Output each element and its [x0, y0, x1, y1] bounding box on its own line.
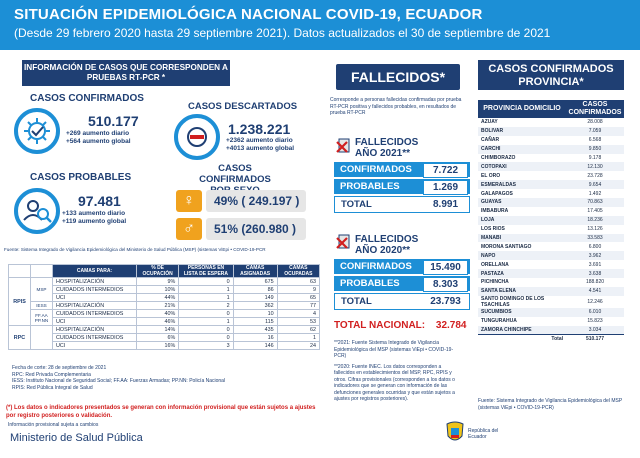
- col-header: CASOS CONFIRMADOS: [566, 100, 624, 118]
- table-row: [478, 207, 624, 216]
- page-title: SITUACIÓN EPIDEMIOLÓGICA NACIONAL COVID-19, ECUADOR: [14, 6, 483, 23]
- province-name: TUNGURAHUA: [478, 317, 566, 326]
- province-cases: 6.010: [566, 308, 624, 317]
- table-row: UCI 44% 1 149 65: [9, 294, 320, 302]
- coat-of-arms-icon: [444, 420, 466, 446]
- by-sex-label: CASOS CONFIRMADOS: [199, 163, 271, 185]
- table-row: [478, 287, 624, 296]
- province-name: CHIMBORAZO: [478, 154, 566, 163]
- table-row: UCI 46% 1 115 53: [9, 318, 320, 326]
- province-title: CASOS CONFIRMADOS PROVINCIA*: [478, 60, 624, 90]
- sub-group-label: FF.AA PP.NN: [31, 310, 53, 326]
- province-cases: 33.583: [566, 234, 624, 243]
- logo-text: República del Ecuador: [468, 428, 499, 440]
- table-row: [478, 180, 624, 189]
- hospital-beds-table: [8, 264, 320, 350]
- province-cases: 188.820: [566, 278, 624, 287]
- deaths-notes: **2021: Fuente Sistema Integrado de Vigilancia Epidemiológica del MSP (sistemas ViEpi • COVID-19-PCR) **2020: Fuente INEC. Los datos corresponden a fallecidos en establecimientos del MSP, RPC, RPIS y otros. Cifras provisionales (corresponden a los datos o indicadores que se generan con información de las defunciones generales ocurridas y que están sujetos a ajustes por registros posteriores).: [334, 340, 455, 402]
- table-row: UCI 16% 3 146 24: [9, 342, 320, 350]
- table-row: [478, 296, 624, 308]
- table-row: [478, 317, 624, 326]
- table-row: [478, 118, 624, 127]
- province-cases: 70.863: [566, 198, 624, 207]
- sub-group-label: [31, 326, 53, 350]
- deaths-2020-title: FALLECIDOS AÑO 2020**: [355, 234, 419, 256]
- deaths-2021-confirmed-value: 7.722: [423, 163, 468, 178]
- probable-value: 97.481: [78, 193, 121, 209]
- probable-global: +119 aumento global: [62, 218, 127, 225]
- col-header: CAMAS PARA:: [53, 265, 137, 278]
- province-name: MORONA SANTIAGO: [478, 242, 566, 251]
- province-name: PICHINCHA: [478, 278, 566, 287]
- table-row: [478, 162, 624, 171]
- provisional-subnote: Información provisional sujeta a cambios: [8, 422, 99, 428]
- province-cases: 12.130: [566, 162, 624, 171]
- table-row: CUIDADOS INTERMEDIOS 10% 1 86 9: [9, 286, 320, 294]
- male-icon: ♂: [176, 218, 202, 240]
- province-cases: 9.178: [566, 154, 624, 163]
- col-header: PROVINCIA DOMICILIO: [478, 100, 566, 118]
- col-header: % DE OCUPACIÓN: [137, 265, 179, 278]
- province-cases: 12.246: [566, 296, 624, 308]
- deaths-2020-probable-value: 8.303: [423, 277, 468, 292]
- province-cases: 9.850: [566, 145, 624, 154]
- table-row: [478, 242, 624, 251]
- deaths-2021-total-label: TOTAL: [334, 196, 470, 213]
- female-icon: ♀: [176, 190, 202, 212]
- deaths-description: Corresponde a personas fallecidas confirmadas por prueba RT-PCR positiva y fallecidos probables, en resultados de prueba RT-PCR: [330, 97, 462, 116]
- table-row: [478, 198, 624, 207]
- table-row: [478, 171, 624, 180]
- table-row: [478, 189, 624, 198]
- table-row: [478, 308, 624, 317]
- national-total: TOTAL NACIONAL: 32.784: [334, 320, 467, 331]
- discarded-icon: [174, 114, 220, 160]
- province-cases: 28.008: [566, 118, 624, 127]
- discarded-global: +4013 aumento global: [226, 145, 295, 152]
- province-name: PASTAZA: [478, 269, 566, 278]
- province-name: CAÑAR: [478, 136, 566, 145]
- province-name: LOJA: [478, 216, 566, 225]
- deaths-2021-confirmed-label: CONFIRMADOS: [334, 162, 470, 177]
- province-name: EL ORO: [478, 171, 566, 180]
- province-cases: 3.691: [566, 260, 624, 269]
- province-name: BOLIVAR: [478, 127, 566, 136]
- table-row: [478, 326, 624, 335]
- table-row: [478, 278, 624, 287]
- province-source: Fuente: Sistema Integrado de Vigilancia Epidemiológica del MSP (sistemas ViEpi • COVID-19-PCR): [478, 398, 623, 411]
- province-cases: 17.405: [566, 207, 624, 216]
- table-row: FF.AA PP.NN CUIDADOS INTERMEDIOS 40% 0 10 4: [9, 310, 320, 318]
- col-header: CAMAS ASIGNADAS: [233, 265, 277, 278]
- deaths-2021-title: FALLECIDOS AÑO 2021**: [355, 137, 419, 159]
- group-label: RPC: [9, 326, 31, 350]
- cases-source: Fuente: Sistema Integrado de Vigilancia Epidemiológica del Ministerio de Salud Pública (MSP) (sistemas ViEpi • COVID-19-PCR: [4, 247, 266, 252]
- province-name: AZUAY: [478, 118, 566, 127]
- cases-section-header: INFORMACIÓN DE CASOS QUE CORRESPONDEN A PRUEBAS RT-PCR *: [22, 60, 230, 86]
- province-cases: 6.568: [566, 136, 624, 145]
- discarded-daily: +2362 aumento diario: [226, 137, 293, 144]
- province-cases: 6.800: [566, 242, 624, 251]
- province-name: MANABI: [478, 234, 566, 243]
- discarded-value: 1.238.221: [228, 121, 291, 137]
- table-row: CUIDADOS INTERMEDIOS 6% 0 16 1: [9, 334, 320, 342]
- table-total-row: [478, 334, 624, 343]
- province-cases: 13.126: [566, 225, 624, 234]
- province-name: IMBABURA: [478, 207, 566, 216]
- province-name: COTOPAXI: [478, 162, 566, 171]
- deaths-2020-confirmed-value: 15.490: [423, 260, 468, 275]
- probable-icon: [14, 188, 60, 234]
- sub-group-label: IESS: [31, 302, 53, 310]
- group-label: RPIS: [9, 278, 31, 326]
- province-name: ZAMORA CHINCHIPE: [478, 326, 566, 335]
- table-row: RPIS MSP HOSPITALIZACIÓN 9% 0 675 63: [9, 278, 320, 286]
- province-name: NAPO: [478, 251, 566, 260]
- table-row: [478, 234, 624, 243]
- male-share: 51% (260.980 ): [206, 218, 306, 240]
- table-row: [478, 260, 624, 269]
- province-cases: 3.962: [566, 251, 624, 260]
- table-row: [478, 251, 624, 260]
- province-cases: 15.823: [566, 317, 624, 326]
- confirmed-label: CASOS CONFIRMADOS: [30, 93, 144, 104]
- province-cases: 4.541: [566, 287, 624, 296]
- deaths-2020-icon: [336, 232, 352, 250]
- deaths-2020-total-value: 23.793: [423, 294, 468, 309]
- col-header: PERSONAS EN LISTA DE ESPERA: [179, 265, 233, 278]
- province-table: [478, 100, 624, 343]
- deaths-2021-probable-label: PROBABLES: [334, 179, 470, 194]
- confirmed-icon: [14, 108, 60, 154]
- province-cases: 1.492: [566, 189, 624, 198]
- province-cases: 23.728: [566, 171, 624, 180]
- table-row: IESS HOSPITALIZACIÓN 21% 2 362 77: [9, 302, 320, 310]
- table-row: [478, 225, 624, 234]
- probable-daily: +133 aumento diario: [62, 210, 126, 217]
- deaths-2021-icon: [336, 136, 352, 154]
- province-cases: 9.654: [566, 180, 624, 189]
- table-row: [478, 145, 624, 154]
- table-row: [478, 216, 624, 225]
- deaths-2020-total-label: TOTAL: [334, 293, 470, 310]
- discarded-label: CASOS DESCARTADOS: [188, 101, 298, 112]
- page-subtitle: (Desde 29 febrero 2020 hasta 29 septiembre 2021). Datos actualizados el 30 de septiembre de 2021: [14, 26, 551, 40]
- probable-label: CASOS PROBABLES: [30, 172, 132, 183]
- province-cases: 3.034: [566, 326, 624, 335]
- province-cases: 3.638: [566, 269, 624, 278]
- col-header: CAMAS OCUPADAS: [277, 265, 319, 278]
- deaths-title: FALLECIDOS*: [336, 64, 460, 90]
- province-name: CARCHI: [478, 145, 566, 154]
- province-name: SANTO DOMINGO DE LOS TSACHILAS: [478, 296, 566, 308]
- table-row: [478, 269, 624, 278]
- province-name: SANTA ELENA: [478, 287, 566, 296]
- government-logo: [444, 420, 504, 450]
- confirmed-global: +564 aumento global: [66, 138, 131, 145]
- province-name: LOS RIOS: [478, 225, 566, 234]
- total-value: 510.177: [566, 334, 624, 343]
- table-row: RPC HOSPITALIZACIÓN 14% 0 435 62: [9, 326, 320, 334]
- female-share: 49% ( 249.197 ): [206, 190, 306, 212]
- confirmed-value: 510.177: [88, 113, 139, 129]
- province-name: SUCUMBIOS: [478, 308, 566, 317]
- province-name: ORELLANA: [478, 260, 566, 269]
- province-cases: 18.236: [566, 216, 624, 225]
- confirmed-daily: +269 aumento diario: [66, 130, 130, 137]
- table-row: [478, 136, 624, 145]
- table-row: [478, 127, 624, 136]
- province-name: GUAYAS: [478, 198, 566, 207]
- province-name: ESMERALDAS: [478, 180, 566, 189]
- province-name: GALAPAGOS: [478, 189, 566, 198]
- province-cases: 7.059: [566, 127, 624, 136]
- deaths-2020-probable-label: PROBABLES: [334, 276, 470, 291]
- total-label: Total: [478, 334, 566, 343]
- sub-group-label: MSP: [31, 278, 53, 302]
- deaths-2021-probable-value: 1.269: [423, 180, 468, 195]
- hospital-notes: Fecha de corte: 28 de septiembre de 2021 RPC: Red Privada Complementaria IESS: Instituto Nacional de Seguridad Social; FF.AA: Fuerzas Armadas; PP.NN: Policía Nacional RPIS: Red Pública Integral de Salud: [12, 365, 226, 391]
- deaths-2020-confirmed-label: CONFIRMADOS: [334, 259, 470, 274]
- header-banner: [0, 0, 640, 50]
- provisional-note: (*) Los datos o indicadores presentados se generan con información provisional que están sujetos a ajustes por registro posteriores o validación.: [6, 405, 316, 419]
- ministry-name: Ministerio de Salud Pública: [10, 432, 143, 444]
- table-row: [478, 154, 624, 163]
- deaths-2021-total-value: 8.991: [423, 197, 468, 212]
